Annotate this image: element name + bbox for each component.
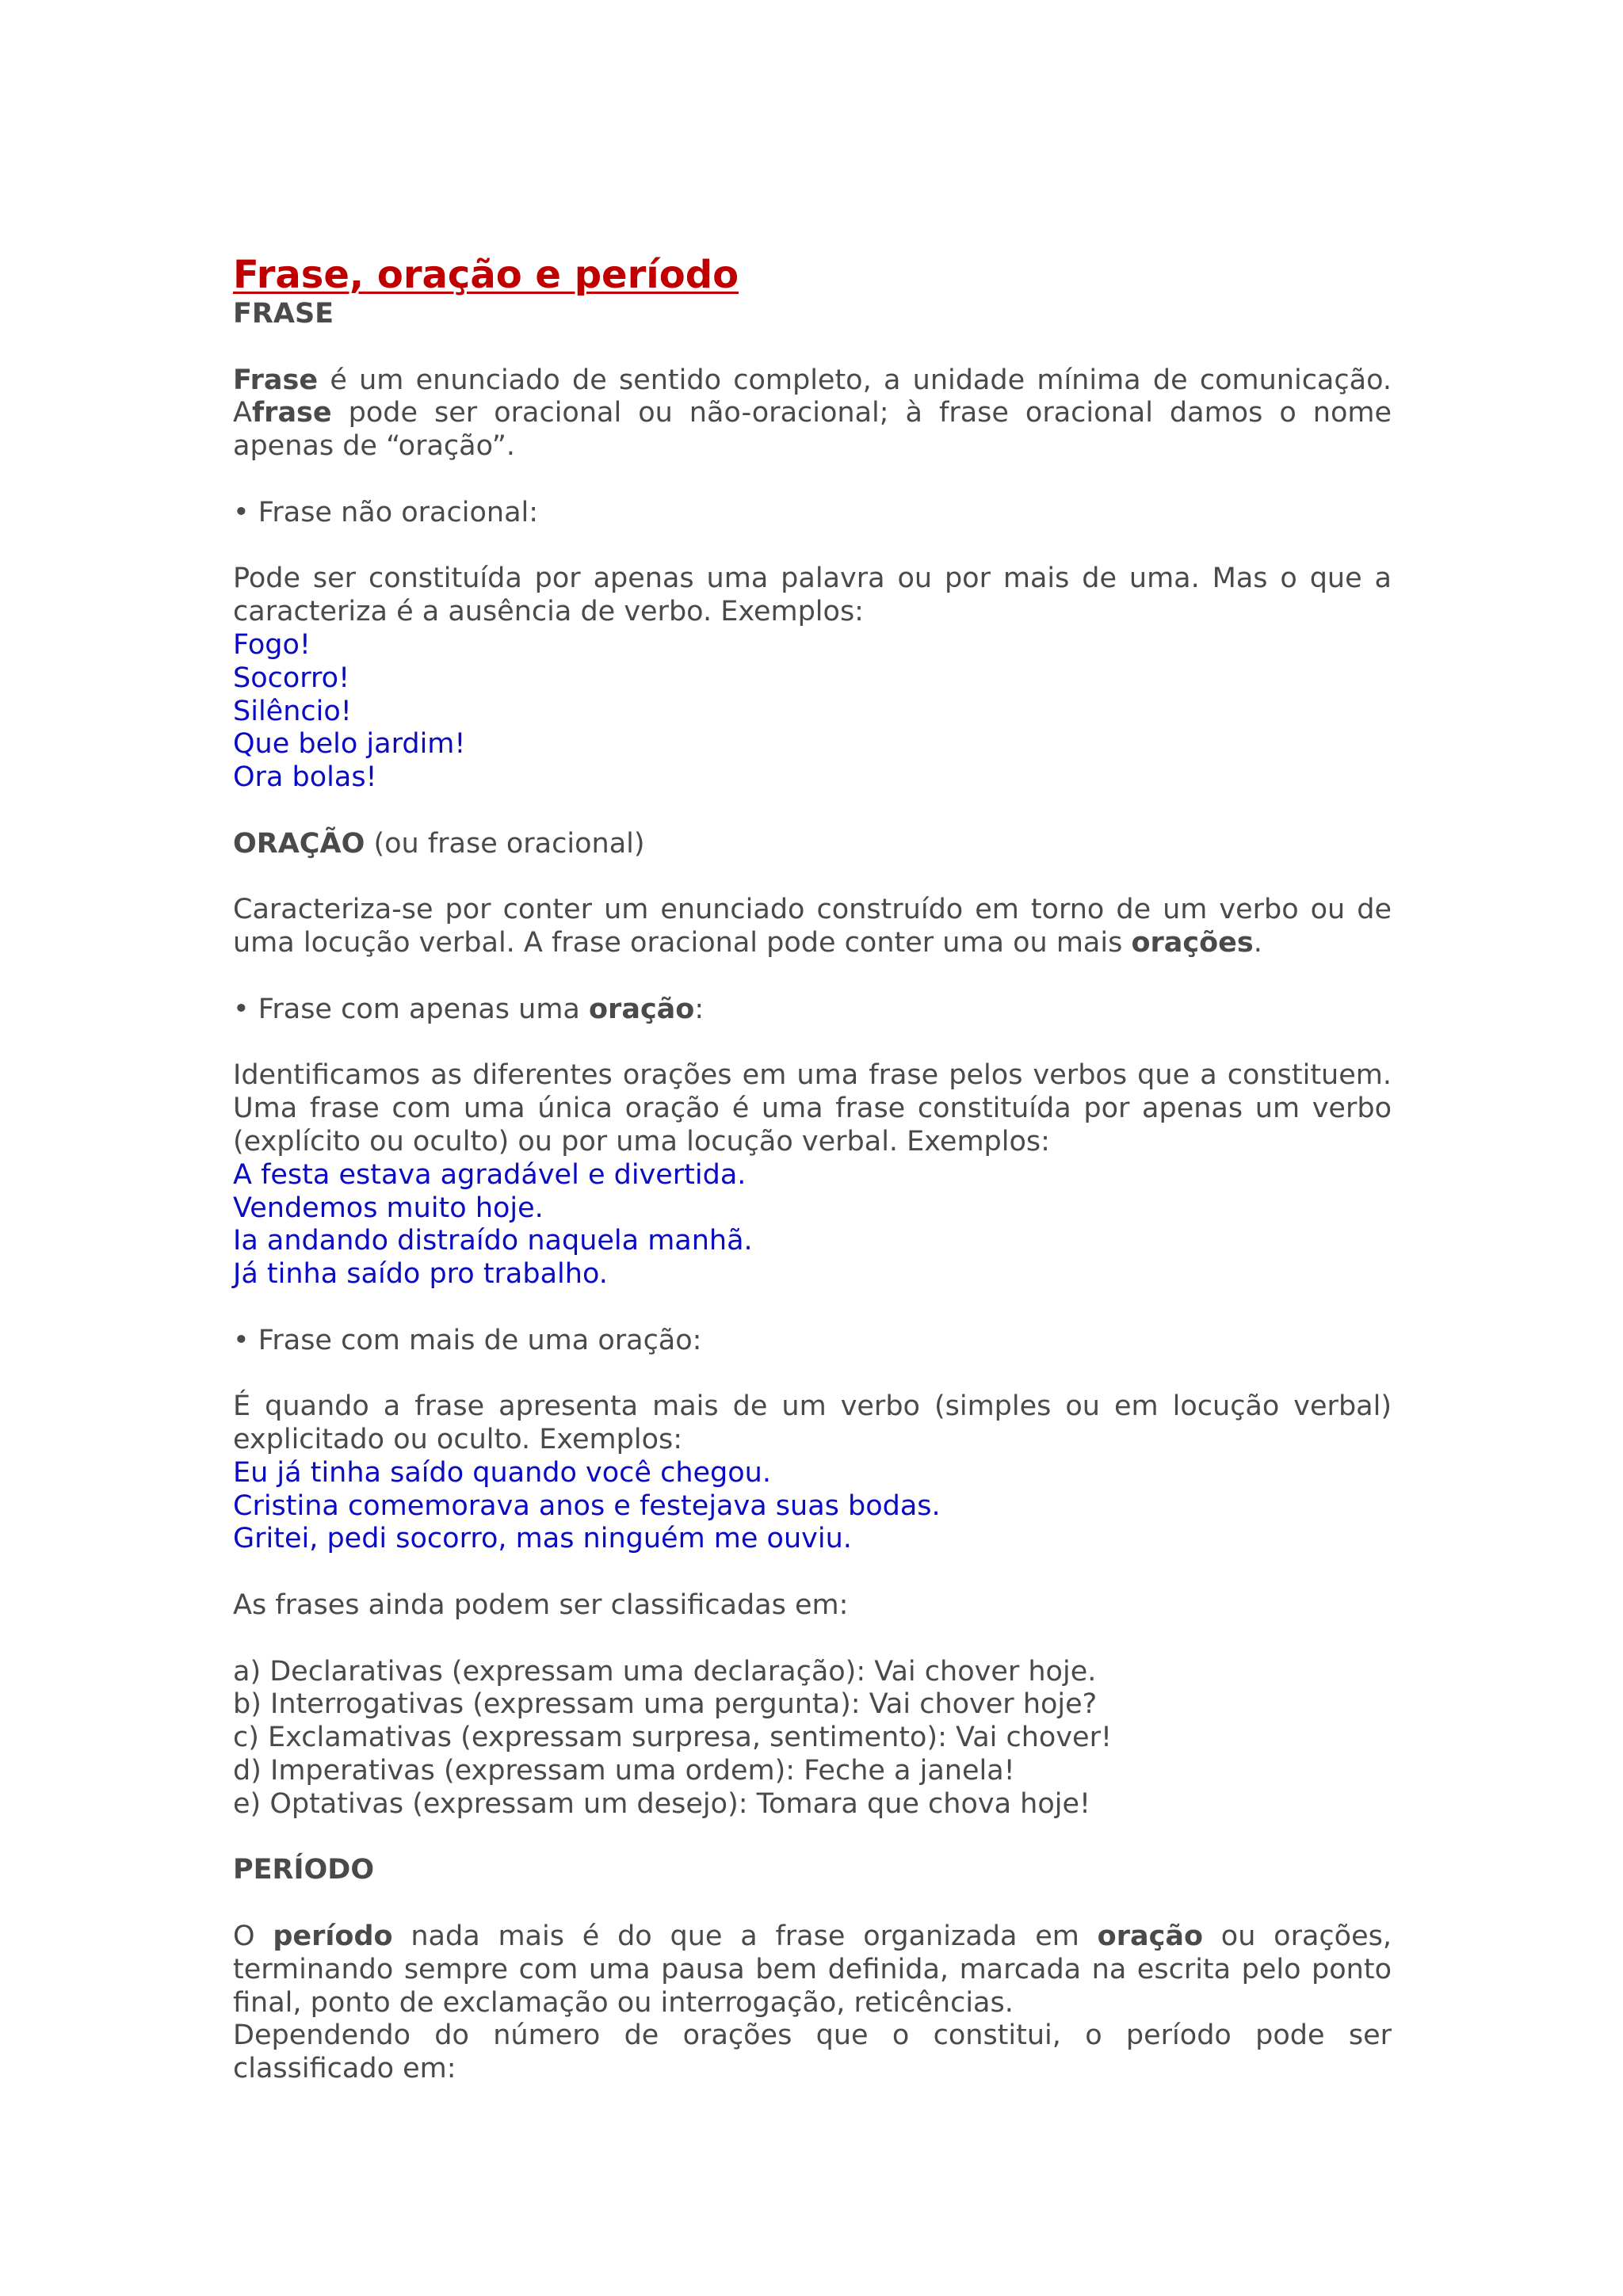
paragraph-periodo-definition — [233, 1920, 1392, 2019]
text-span: ou orações, terminando sempre com uma pausa bem definida, marcada na escrita pelo ponto final, ponto de exclamação ou interrogação, reticências. — [233, 1920, 1392, 2019]
text-span: é um enunciado de sentido completo, a unidade mínima de comunicação. A — [233, 364, 1392, 429]
example-line: A festa estava agradável e divertida. — [233, 1158, 747, 1191]
bullet-frase-uma-oracao — [233, 994, 1392, 1027]
text-span: pode ser oracional ou não-oracional; à frase oracional damos o nome apenas de “oração”. — [233, 397, 1392, 463]
bold-term-periodo: período — [273, 1920, 393, 1953]
example-line: Que belo jardim! — [233, 728, 466, 761]
example-line: Gritei, pedi socorro, mas ninguém me ouviu. — [233, 1523, 852, 1555]
section-heading-oracao — [233, 828, 1392, 861]
bold-term-oracao: oração — [1097, 1920, 1203, 1953]
text-span: (ou frase oracional) — [365, 827, 645, 860]
page-title: Frase, oração e período — [233, 253, 739, 297]
paragraph-mais-oracoes: É quando a frase apresenta mais de um verbo (simples ou em locução verbal) explicitado ou oculto. Exemplos: — [233, 1390, 1392, 1456]
text-span: : — [694, 993, 705, 1025]
bold-term-oracao: oração — [589, 993, 695, 1025]
text-span: . — [1253, 927, 1262, 959]
paragraph-oracao-definition — [233, 894, 1392, 960]
paragraph-frase-definition — [233, 364, 1392, 463]
example-line: Já tinha saído pro trabalho. — [233, 1258, 608, 1291]
document-page — [233, 252, 1392, 2086]
example-line: Ora bolas! — [233, 761, 377, 794]
bold-heading: ORAÇÃO — [233, 827, 365, 860]
section-heading-frase: FRASE — [233, 298, 334, 330]
example-line: Socorro! — [233, 662, 350, 694]
bold-term-frase: Frase — [233, 364, 319, 396]
example-line: Eu já tinha saído quando você chegou. — [233, 1456, 771, 1489]
classification-item: a) Declarativas (expressam uma declaração): Vai chover hoje. — [233, 1655, 1097, 1688]
section-heading-periodo: PERÍODO — [233, 1854, 375, 1886]
bullet-frase-nao-oracional: • Frase não oracional: — [233, 496, 539, 528]
example-line: Ia andando distraído naquela manhã. — [233, 1225, 753, 1257]
text-span: nada mais é do que a frase organizada em — [392, 1920, 1098, 1953]
example-line: Cristina comemorava anos e festejava suas bodas. — [233, 1489, 941, 1522]
classification-item: d) Imperativas (expressam uma ordem): Feche a janela! — [233, 1755, 1015, 1787]
bullet-frase-mais-oracoes: • Frase com mais de uma oração: — [233, 1324, 702, 1356]
text-span: O — [233, 1920, 273, 1953]
example-line: Fogo! — [233, 628, 311, 661]
paragraph-nao-oracional: Pode ser constituída por apenas uma palavra ou por mais de uma. Mas o que a caracteriza é a ausência de verbo. Exemplos: — [233, 563, 1392, 628]
classification-item: c) Exclamativas (expressam surpresa, sentimento): Vai chover! — [233, 1722, 1113, 1754]
bold-term-oracoes: orações — [1131, 927, 1254, 959]
example-line: Silêncio! — [233, 695, 352, 727]
bold-term-frase-2: frase — [251, 397, 332, 429]
text-span: Caracteriza-se por conter um enunciado construído em torno de um verbo ou de uma locução verbal. A frase oracional pode conter uma ou mais — [233, 894, 1392, 959]
classification-item: b) Interrogativas (expressam uma pergunta): Vai chover hoje? — [233, 1688, 1098, 1721]
classification-item: e) Optativas (expressam um desejo): Tomara que chova hoje! — [233, 1787, 1091, 1820]
classification-intro: As frases ainda podem ser classificadas em: — [233, 1589, 849, 1622]
paragraph-periodo-classification: Dependendo do número de orações que o constitui, o período pode ser classificado em: — [233, 2019, 1392, 2085]
text-span: • Frase com apenas uma — [233, 993, 590, 1025]
example-line: Vendemos muito hoje. — [233, 1192, 544, 1224]
paragraph-uma-oracao: Identificamos as diferentes orações em uma frase pelos verbos que a constituem. Uma frase com uma única oração é uma frase constituída por apenas um verbo (explícito ou oculto) ou por uma locução verbal. Exemplos: — [233, 1059, 1392, 1158]
